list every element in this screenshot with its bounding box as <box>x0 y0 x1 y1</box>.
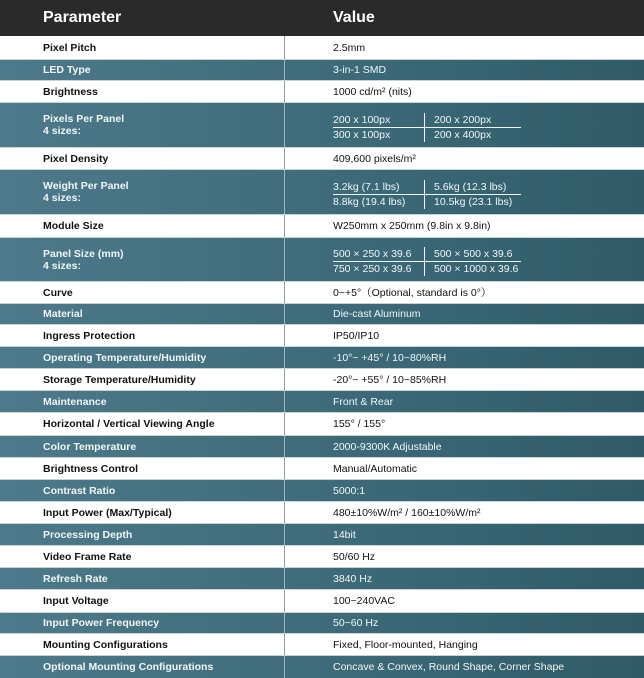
row-op-temp <box>0 346 644 368</box>
param-label: Input Voltage <box>0 590 285 612</box>
param-label: Operating Temperature/Humidity <box>0 347 285 368</box>
param-value: Concave & Convex, Round Shape, Corner Shape <box>333 661 565 673</box>
param-label: Processing Depth <box>0 524 285 545</box>
row-processing-depth <box>0 523 644 545</box>
row-color-temp <box>0 435 644 457</box>
param-label: Horizontal / Vertical Viewing Angle <box>0 413 285 435</box>
row-material <box>0 303 644 324</box>
param-sublabel: 4 sizes: <box>43 259 81 272</box>
size-grid <box>333 180 521 209</box>
size-cell: 10.5kg (23.1 lbs) <box>434 195 513 208</box>
row-ingress <box>0 324 644 346</box>
size-grid <box>333 247 521 276</box>
param-label: LED Type <box>0 60 285 80</box>
param-value: 2.5mm <box>333 41 366 54</box>
param-label: Ingress Protection <box>0 325 285 346</box>
param-label: Optional Mounting Configurations <box>0 656 285 678</box>
param-value: Manual/Automatic <box>333 462 418 475</box>
param-label: Weight Per Panel <box>43 180 129 192</box>
param-value: 3840 Hz <box>333 572 373 585</box>
param-value: Fixed, Floor-mounted, Hanging <box>333 638 478 651</box>
param-value: 1000 cd/m² (nits) <box>333 85 412 98</box>
row-viewing-angle <box>0 412 644 435</box>
param-value: 5000:1 <box>333 484 366 497</box>
param-value: 2000-9300K Adjustable <box>333 440 442 453</box>
param-value: 100~240VAC <box>333 595 395 607</box>
size-cell: 5.6kg (12.3 lbs) <box>425 180 521 195</box>
param-label: Module Size <box>0 215 285 237</box>
param-value: 480±10%W/m² / 160±10%W/m² <box>333 506 481 519</box>
param-value: Front & Rear <box>333 395 394 408</box>
row-pixel-density <box>0 147 644 169</box>
param-label: Mounting Configurations <box>0 634 285 655</box>
param-value: 14bit <box>333 528 356 541</box>
param-label: Pixel Density <box>0 148 285 169</box>
header-parameter: Parameter <box>43 9 122 26</box>
param-value: 50/60 Hz <box>333 550 376 563</box>
param-label: Pixel Pitch <box>0 36 285 59</box>
size-cell: 200 x 100px <box>333 113 425 128</box>
param-value: -10°~ +45° / 10~80%RH <box>333 351 447 364</box>
row-weight-per-panel <box>0 169 644 214</box>
row-optional-mounting <box>0 655 644 678</box>
row-panel-size <box>0 237 644 281</box>
row-mounting <box>0 633 644 655</box>
row-input-power <box>0 501 644 523</box>
size-cell: 750 × 250 x 39.6 <box>333 262 425 276</box>
row-curve <box>0 281 644 303</box>
size-cell: 200 x 400px <box>434 128 492 141</box>
row-frame-rate <box>0 545 644 567</box>
row-maintenance <box>0 390 644 412</box>
param-value: 409,600 pixels/m² <box>333 152 416 165</box>
size-cell: 500 × 500 x 39.6 <box>425 247 521 262</box>
size-cell: 500 × 1000 x 39.6 <box>434 263 519 275</box>
row-brightness <box>0 80 644 102</box>
param-label: Color Temperature <box>0 436 285 457</box>
row-storage-temp <box>0 368 644 390</box>
size-cell: 300 x 100px <box>333 128 425 142</box>
param-value: -20°~ +55° / 10~85%RH <box>333 373 447 386</box>
param-sublabel: 4 sizes: <box>43 192 81 204</box>
row-pixels-per-panel <box>0 102 644 147</box>
param-label: Refresh Rate <box>0 568 285 589</box>
param-value: 50~60 Hz <box>333 617 379 629</box>
row-brightness-control <box>0 457 644 479</box>
param-value: 155° / 155° <box>333 418 386 430</box>
param-value: Die-cast Aluminum <box>333 308 421 320</box>
param-value: IP50/IP10 <box>333 329 380 342</box>
param-label: Brightness Control <box>0 458 285 479</box>
param-label: Contrast Ratio <box>0 480 285 501</box>
size-cell: 8.8kg (19.4 lbs) <box>333 195 425 209</box>
param-value: 3-in-1 SMD <box>333 64 387 76</box>
param-label: Curve <box>0 282 285 303</box>
row-power-frequency <box>0 612 644 633</box>
param-label: Maintenance <box>0 391 285 412</box>
row-pixel-pitch <box>0 36 644 59</box>
param-label: Video Frame Rate <box>0 546 285 567</box>
param-label: Panel Size (mm) <box>43 247 124 260</box>
param-sublabel: 4 sizes: <box>43 125 81 137</box>
table-header <box>0 0 644 36</box>
param-value: 0~+5°（Optional, standard is 0°） <box>333 287 492 299</box>
row-contrast <box>0 479 644 501</box>
param-label: Pixels Per Panel <box>43 113 125 125</box>
row-led-type <box>0 59 644 80</box>
row-module-size <box>0 214 644 237</box>
param-value: W250mm x 250mm (9.8in x 9.8in) <box>333 220 491 232</box>
param-label: Input Power Frequency <box>0 613 285 633</box>
size-cell: 3.2kg (7.1 lbs) <box>333 180 425 195</box>
param-label: Storage Temperature/Humidity <box>0 369 285 390</box>
row-refresh-rate <box>0 567 644 589</box>
param-label: Material <box>0 304 285 324</box>
size-cell: 500 × 250 x 39.6 <box>333 247 425 262</box>
size-cell: 200 x 200px <box>425 113 521 128</box>
param-label: Brightness <box>0 81 285 102</box>
param-label: Input Power (Max/Typical) <box>0 502 285 523</box>
header-value: Value <box>333 9 375 26</box>
row-input-voltage <box>0 589 644 612</box>
size-grid <box>333 113 521 142</box>
